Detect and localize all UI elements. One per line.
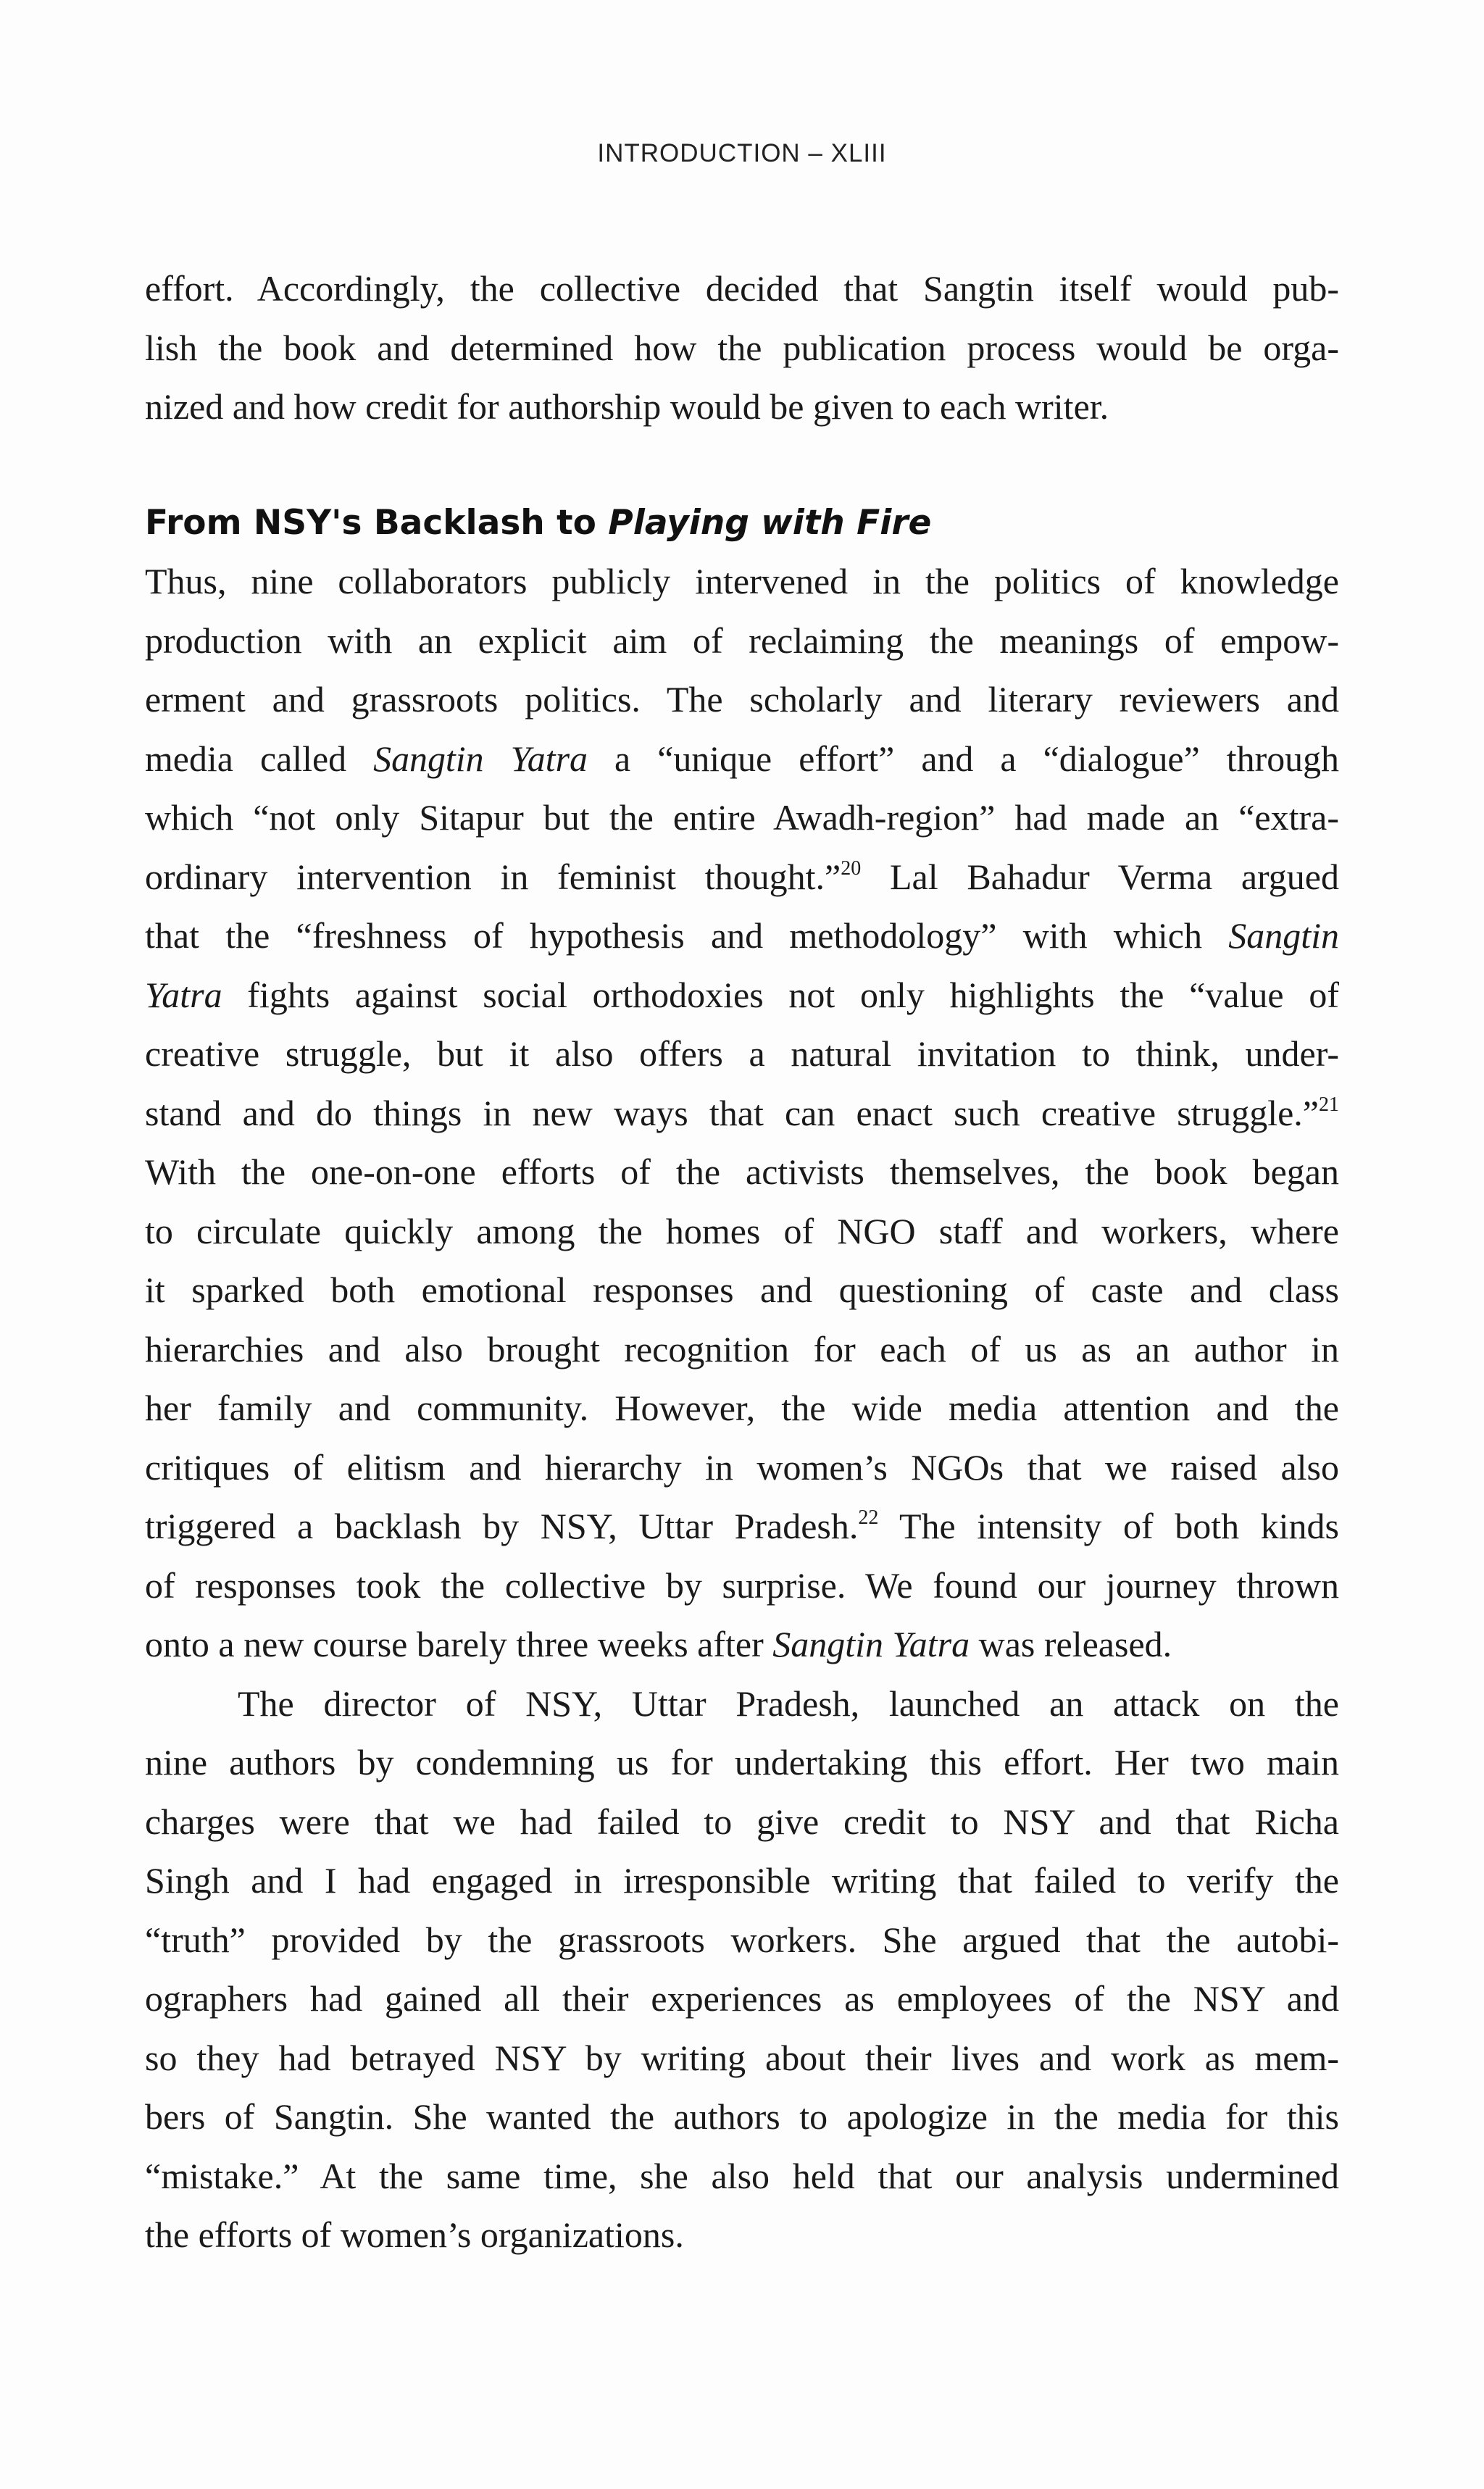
text-line: Thus, nine collaborators publicly intervened in the politics of knowledge — [145, 561, 1339, 601]
text-line: nized and how credit for authorship would be given to each writer. — [145, 386, 1109, 427]
paragraph — [145, 552, 1339, 1675]
text-line: hierarchies and also brought recognition for each of us as an author in — [145, 1328, 1339, 1369]
text-line: of responses took the collective by surprise. We found our journey thrown — [145, 1564, 1339, 1606]
book-title: Sangtin Yatra — [772, 1624, 970, 1664]
text-line: it sparked both emotional responses and questioning of caste and class — [145, 1269, 1339, 1310]
text-line — [145, 730, 1339, 789]
text-run: The intensity of both kinds — [878, 1506, 1339, 1546]
text-line — [145, 1497, 1339, 1556]
text-run: stand and do things in new ways that can enact such creative struggle.” — [145, 1092, 1319, 1133]
section-heading-plain: From NSY's Backlash to — [145, 502, 609, 543]
text-line: nine authors by condemning us for undertaking this effort. Her two main — [145, 1742, 1339, 1783]
text-line: the efforts of women’s organizations. — [145, 2214, 684, 2255]
text-run: triggered a backlash by NSY, Uttar Pradesh. — [145, 1506, 859, 1546]
text-line — [145, 966, 1339, 1025]
book-title: Yatra — [145, 974, 222, 1015]
text-run: that the “freshness of hypothesis and methodology” with which — [145, 915, 1229, 956]
text-line: Singh and I had engaged in irresponsible writing that failed to verify the — [145, 1860, 1339, 1901]
text-line: critiques of elitism and hierarchy in women’s NGOs that we raised also — [145, 1446, 1339, 1488]
text-run: media called — [145, 738, 374, 779]
text-line: effort. Accordingly, the collective decided that Sangtin itself would pub- — [145, 268, 1339, 309]
text-line: to circulate quickly among the homes of NGO staff and workers, where — [145, 1210, 1339, 1251]
text-line: her family and community. However, the wide media attention and the — [145, 1388, 1339, 1428]
footnote-ref: 22 — [858, 1506, 879, 1529]
body-text — [145, 259, 1339, 2265]
paragraph-continued — [145, 259, 1339, 437]
text-run: ordinary intervention in feminist thought.” — [145, 856, 841, 897]
text-line — [145, 1084, 1339, 1143]
text-line: so they had betrayed NSY by writing about their lives and work as mem- — [145, 2037, 1339, 2078]
text-line — [145, 1615, 1339, 1675]
text-line: erment and grassroots politics. The scholarly and literary reviewers and — [145, 679, 1339, 720]
text-line: creative struggle, but it also offers a natural invitation to think, under- — [145, 1033, 1339, 1074]
book-title: Sangtin Yatra — [373, 738, 588, 779]
text-line: The director of NSY, Uttar Pradesh, launched an attack on the — [238, 1683, 1339, 1724]
text-run: fights against social orthodoxies not only highlights the “value of — [222, 974, 1339, 1015]
section-heading-italic: Playing with Fire — [608, 502, 932, 543]
text-line — [145, 848, 1339, 907]
paragraph — [145, 1675, 1339, 2265]
footnote-ref: 20 — [841, 856, 862, 880]
text-line: production with an explicit aim of reclaiming the meanings of empow- — [145, 620, 1339, 661]
text-line — [145, 906, 1339, 966]
footnote-ref: 21 — [1319, 1093, 1339, 1116]
text-line: which “not only Sitapur but the entire Awadh-region” had made an “extra- — [145, 797, 1339, 838]
section-heading — [145, 493, 1339, 553]
text-line: bers of Sangtin. She wanted the authors to apologize in the media for this — [145, 2096, 1339, 2137]
text-run: a “unique effort” and a “dialogue” through — [587, 738, 1339, 779]
text-run: Lal Bahadur Verma argued — [861, 856, 1339, 897]
text-line: “mistake.” At the same time, she also held that our analysis undermined — [145, 2155, 1339, 2196]
text-line: ographers had gained all their experiences as employees of the NSY and — [145, 1978, 1339, 2019]
text-line: lish the book and determined how the publication process would be orga- — [145, 327, 1339, 368]
running-head: INTRODUCTION – XLIII — [597, 139, 887, 167]
text-run: onto a new course barely three weeks after — [145, 1624, 773, 1664]
text-line: charges were that we had failed to give credit to NSY and that Richa — [145, 1801, 1339, 1842]
text-run: was released. — [970, 1624, 1172, 1664]
text-line: “truth” provided by the grassroots workers. She argued that the autobi- — [145, 1919, 1339, 1960]
text-line: With the one-on-one efforts of the activists themselves, the book began — [145, 1151, 1339, 1192]
book-title: Sangtin — [1228, 915, 1339, 956]
